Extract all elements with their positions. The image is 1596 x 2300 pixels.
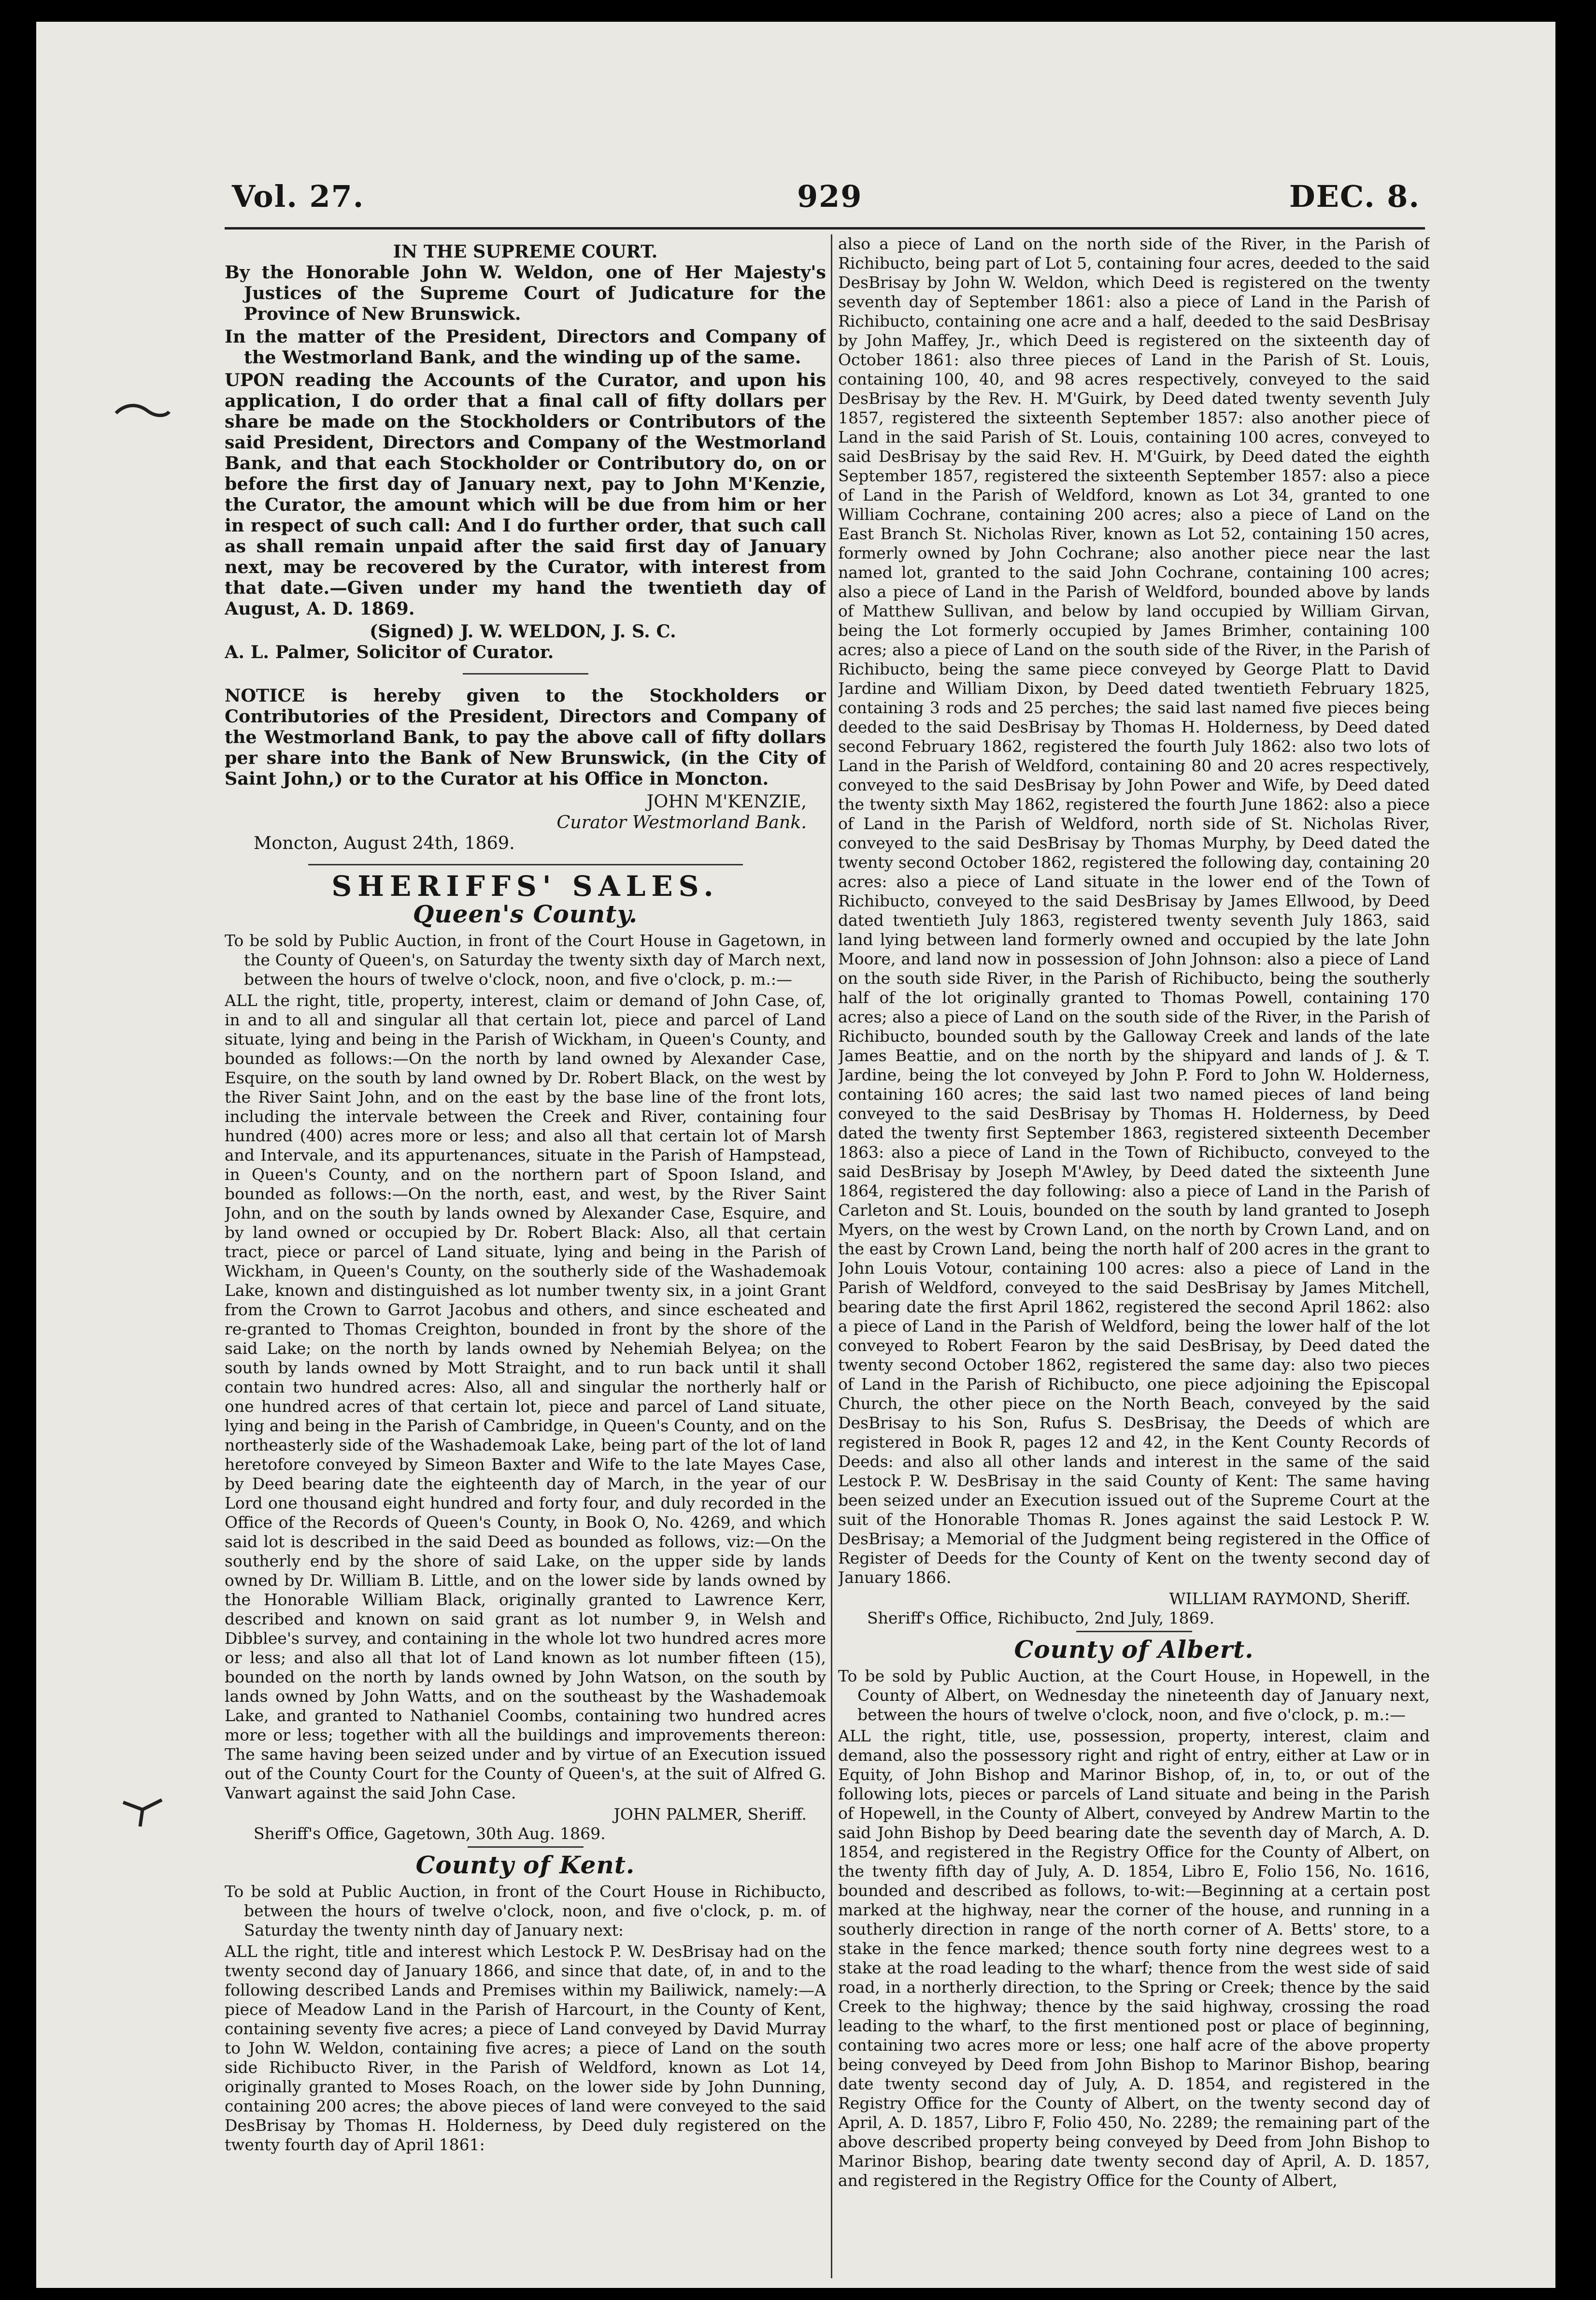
sheriffs-sales-heading: SHERIFFS' SALES. [331, 870, 719, 903]
queens-body: ALL the right, title, property, interest, claim or demand of John Case, of, in and to all and singular all that certain lot, piece and parcel of Land situate, lying and being in the Parish of Wickham, in Queen's County, and bounded as follows:—On the north by land owned by Alexander Case, Esquire, on the south by land owned by Dr. Robert Black, on the west by the River Saint John, and on the east by the base line of the front lots, including the intervale between the Creek and River, containing four hundred (400) acres more or less; and also all that certain lot of Marsh and Intervale, and its appurtenances, situate in the Parish of Hampstead, in Queen's County, and on the northern part of Spoon Island, and bounded as follows:—On the north, east, and west, by the River Saint John, and on the south by lands owned by Alexander Case, Esquire, and by land owned or occupied by Dr. Robert Black: Also, all that certain tract, piece or parcel of Land situate, lying and being in the Parish of Wickham, in Queen's County, on the southerly side of the Washademoak Lake, known and distinguished as lot number twenty six, in a joint Grant from the Crown to Garrot Jacobus and others, and since escheated and re-granted to Thomas Creighton, bounded in front by the shore of the said Lake; on the north by lands owned by Nehemiah Belyea; on the south by lands owned by Mott Straight, and to run back until it shall contain two hundred acres: Also, all and singular the northerly half or one hundred acres of that certain lot, piece and parcel of Land situate, lying and being in the Parish of Cambridge, in Queen's County, and on the northeasterly side of the Washademoak Lake, being part of the lot of land heretofore conveyed by Simeon Baxter and Wife to the late Mayes Case, by Deed bearing date the eighteenth day of March, in the year of our Lord one thousand eight hundred and forty four, and duly recorded in the Office of the Records of Queen's County, in Book O, No. 4269, and which said lot is described in the said Deed as bounded as follows, viz:—On the southerly end by the shore of said Lake, on the upper side by lands owned by Dr. William B. Little, and on the lower side by lands owned by the Honorable William Black, originally granted to Lawrence Kerr, described and known on said grant as lot number 9, in Welsh and Dibblee's survey, and containing in the whole lot two hundred acres more or less; and also all that lot of Land known as lot number fifteen (15), bounded on the north by lands owned by John Watson, on the south by lands owned by John Watts, and on the southeast by the Washademoak Lake, and granted to Nathaniel Coombs, containing two hundred acres more or less; together with all the buildings and improvements thereon: The same having been seized under and by virtue of an Execution issued out of the County Court for the County of Queen's, at the suit of Alfred G. Vanwart against the said John Case. [225, 991, 826, 1802]
queens-sheriff: JOHN PALMER, Sheriff. [613, 1805, 807, 1824]
queens-office: Sheriff's Office, Gagetown, 30th Aug. 1869. [254, 1824, 606, 1843]
albert-body: ALL the right, title, use, possession, property, interest, claim and demand, also the possessory right and right of entry, either at Law or in Equity, of John Bishop and Marinor Bishop, of, in, to, or out of the following lots, pieces or parcels of Land situate and being in the Parish of Hopewell, in the County of Albert, conveyed by Andrew Martin to the said John Bishop by Deed bearing date the seventh day of March, A. D. 1854, and registered in the Registry Office for the County of Albert, on the twenty fifth day of July, A. D. 1854, Libro E, Folio 156, No. 1616, bounded and described as follows, to-wit:—Beginning at a certain post marked at the highway, near the corner of the house, and running in a southerly direction in range of the north corner of A. Betts' store, to a stake in the fence marked; thence south forty nine degrees west to a stake at the road leading to the wharf; thence from the west side of said road, in a northerly direction, to the Spring or Creek; thence by the said Creek to the highway; thence by the said highway, crossing the road leading to the wharf, to the first mentioned post or place of beginning, containing two acres more or less; one half acre of the above property being conveyed by Deed from John Bishop to Marinor Bishop, bearing date twenty second day of July, A. D. 1854, and registered in the Registry Office for the County of Albert, on the twenty second day of April, A. D. 1857, Libro F, Folio 450, No. 2289; the remaining part of the above described property being conveyed by Deed from John Bishop to Marinor Bishop, bearing date twenty second day of April, A. D. 1857, and registered in the Registry Office for the County of Albert, [838, 1726, 1430, 2190]
kent-office: Sheriff's Office, Richibucto, 2nd July, 1869. [867, 1609, 1214, 1627]
kent-intro: To be sold at Public Auction, in front of the Court House in Richibucto, between the hours of twelve o'clock, noon, and five o'clock, p. m. of Saturday the twenty ninth day of January next: [225, 1882, 826, 1940]
kent-sheriff: WILLIAM RAYMOND, Sheriff. [1169, 1589, 1411, 1608]
supreme-court-notice [225, 241, 826, 853]
section-title: IN THE SUPREME COURT. [393, 241, 658, 262]
left-column [225, 234, 826, 2278]
kent-body-right: also a piece of Land on the north side of the River, in the Parish of Richibucto, being part of Lot 5, containing four acres, deeded to the said DesBrisay by John W. Weldon, which Deed is registered on the twenty seventh day of September 1861: also a piece of Land in the Parish of Richibucto, containing one acre and a half, deeded to the said DesBrisay by John Maffey, Jr., which Deed is registered on the sixteenth day of October 1861: also three pieces of Land in the Parish of St. Louis, containing 100, 40, and 98 acres respectively, conveyed to the said DesBrisay by the Rev. H. M'Guirk, by Deed dated twenty seventh July 1857, registered the sixteenth September 1857: also another piece of Land in the said Parish of St. Louis, containing 100 acres, conveyed to said DesBrisay by the said Rev. H. M'Guirk, by Deed dated the eighth September 1857, registered the sixteenth September 1857: also a piece of Land in the Parish of Weldford, known as Lot 34, granted to one William Cochrane, containing 200 acres; also a piece of Land on the East Branch St. Nicholas River, known as Lot 52, containing 150 acres, formerly owned by John Cochrane; also another piece near the last named lot, granted to the said John Cochrane, containing 100 acres; also a piece of Land in the Parish of Weldford, bounded above by lands of Matthew Sullivan, and below by land occupied by William Girvan, being the Lot formerly occupied by James Brimher, containing 100 acres; also a piece of Land on the south side of the River, in the Parish of Richibucto, being the same piece conveyed by George Platt to David Jardine and William Dixon, by Deed dated twentieth February 1825, containing 3 rods and 25 perches; the said last named five pieces being deeded to the said DesBrisay by Thomas H. Holderness, by Deed dated second February 1862, registered the fourth July 1862: also two lots of Land in the Parish of Weldford, containing 80 and 20 acres respectively, conveyed to the said DesBrisay by John Power and Wife, by Deed dated the twenty sixth May 1862, registered the fourth June 1862: also a piece of Land in the Parish of Weldford, north side of St. Nicholas River, conveyed to the said DesBrisay by Thomas Murphy, by Deed dated the twenty second October 1862, registered the following day, containing 20 acres: also a piece of Land situate in the lower end of the Town of Richibucto, conveyed to the said DesBrisay by James Ellwood, by Deed dated twentieth July 1863, registered twenty seventh July 1863, said land lying between land formerly owned and occupied by the late John Moore, and land now in possession of John Johnson: also a piece of Land on the south side River, in the Parish of Richibucto, being the southerly half of the lot originally granted to Thomas Powell, containing 170 acres; also a piece of Land on the south side of the River, in the Parish of Richibucto, bounded south by the Galloway Creek and lands of the late James Beattie, and on the north by the shipyard and lands of J. & T. Jardine, being the lot conveyed by John P. Ford to John W. Holderness, containing 160 acres; the said last two named pieces of land being conveyed to the said DesBrisay by Thomas H. Holderness, by Deed dated the twenty first September 1863, registered sixteenth December 1863: also a piece of Land in the Town of Richibucto, conveyed to the said DesBrisay by Joseph M'Awley, by Deed dated the sixteenth June 1864, registered the day following: also a piece of Land in the Parish of Carleton and St. Louis, bounded on the south by land granted to Joseph Myers, on the west by Crown Land, on the north by Crown Land, and on the east by Crown Land, being the north half of 200 acres in the grant to John Louis Votour, containing 100 acres: also a piece of Land in the Parish of Weldford, conveyed to the said DesBrisay by James Mitchell, bearing date the first April 1862, registered the second April 1862: also a piece of Land in the Parish of Weldford, being the lower half of the lot conveyed to Robert Fearon by the said DesBrisay, by Deed dated the twenty second October 1862, registered the same day: also two pieces of Land in the Parish of Richibucto, one piece adjoining the Episcopal Church, the other piece on the North Beach, conveyed by the said DesBrisay to his Son, Rufus S. DesBrisay, the Deeds of which are registered in Book R, pages 12 and 42, in the Kent County Records of Deeds: and also all other lands and interest in the same of the said Lestock P. W. DesBrisay in the said County of Kent: The same having been seized under an Execution issued out of the Supreme Court at the suit of the Honorable Thomas R. Jones against the said Lestock P. W. DesBrisay; a Memorial of the Judgment being registered in the Office of Register of Deeds for the County of Kent on the twenty second day of January 1866. [838, 234, 1430, 1587]
court-authority: By the Honorable John W. Weldon, one of Her Majesty's Justices of the Supreme Court of Judicature for the Province of New Brunswick. [225, 262, 826, 324]
stockholder-notice: NOTICE is hereby given to the Stockholders or Contributories of the President, Directors and Company of the Westmorland Bank, to pay the above call of fifty dollars per share into the Bank of New Brunswick, (in the City of Saint John,) or to the Curator at his Office in Moncton. [225, 685, 826, 789]
newspaper-page [36, 22, 1555, 2288]
solicitor-line: A. L. Palmer, Solicitor of Curator. [225, 642, 554, 662]
kent-county-heading: County of Kent. [415, 1851, 635, 1879]
header-rule [225, 227, 1425, 230]
notice-date: Moncton, August 24th, 1869. [254, 833, 515, 853]
notice-signer-title: Curator Westmorland Bank. [556, 812, 807, 833]
court-order: UPON reading the Accounts of the Curator, and upon his application, I do order that a final call of fifty dollars per share be made on the Stockholders or Contributors of the said President, Directors and Company of the Westmorland Bank, and that each Stockholder or Contributory do, on or before the first day of January next, pay to John M'Kenzie, the Curator, the amount which will be due from him or her in respect of such call: And I do further order, that such call as shall remain unpaid after the said first day of January next, may be recovered by the Curator, with interest from that date.—Given under my hand the twentieth day of August, A. D. 1869. [225, 370, 826, 619]
short-divider [463, 673, 588, 675]
sheriffs-sales [225, 870, 826, 2155]
page-number: 929 [797, 179, 863, 214]
issue-date: DEC. 8. [1289, 179, 1420, 214]
court-matter: In the matter of the President, Directors and Company of the Westmorland Bank, and the winding up of the same. [225, 326, 826, 368]
ink-mark-decoration [114, 401, 171, 420]
volume-label: Vol. 27. [232, 179, 365, 214]
order-signature: (Signed) J. W. WELDON, J. S. C. [370, 621, 676, 642]
kent-body-left: ALL the right, title and interest which Lestock P. W. DesBrisay had on the twenty second day of January 1866, and since that date, of, in and to the following described Lands and Premises within my Bailiwick, namely:—A piece of Meadow Land in the Parish of Harcourt, in the County of Kent, containing seventy five acres; a piece of Land conveyed by David Murray to John W. Weldon, containing five acres; a piece of Land on the south side Richibucto River, in the Parish of Weldford, known as Lot 14, originally granted to Moses Roach, on the lower side by John Dunning, containing 200 acres; the above pieces of land were conveyed to the said DesBrisay by Thomas H. Holderness, by Deed duly registered on the twenty fourth day of April 1861: [225, 1942, 826, 2154]
notice-signer: JOHN M'KENZIE, [646, 791, 807, 812]
ink-mark-decoration [121, 1795, 164, 1829]
page-header [232, 169, 1420, 227]
right-column [838, 234, 1430, 2278]
queens-county-heading: Queen's County. [413, 900, 638, 928]
short-divider [468, 1846, 584, 1848]
short-divider [1076, 1631, 1192, 1632]
queens-intro: To be sold by Public Auction, in front of the Court House in Gagetown, in the County of Queen's, on Saturday the twenty sixth day of March next, between the hours of twelve o'clock, noon, and five o'clock, p. m.:— [225, 931, 826, 989]
albert-county-heading: County of Albert. [1014, 1635, 1254, 1664]
column-divider [831, 234, 832, 2278]
albert-intro: To be sold by Public Auction, at the Court House, in Hopewell, in the County of Albert, on Wednesday the nineteenth day of January next, between the hours of twelve o'clock, noon, and five o'clock, p. m.:— [838, 1667, 1430, 1724]
section-divider [308, 864, 743, 865]
